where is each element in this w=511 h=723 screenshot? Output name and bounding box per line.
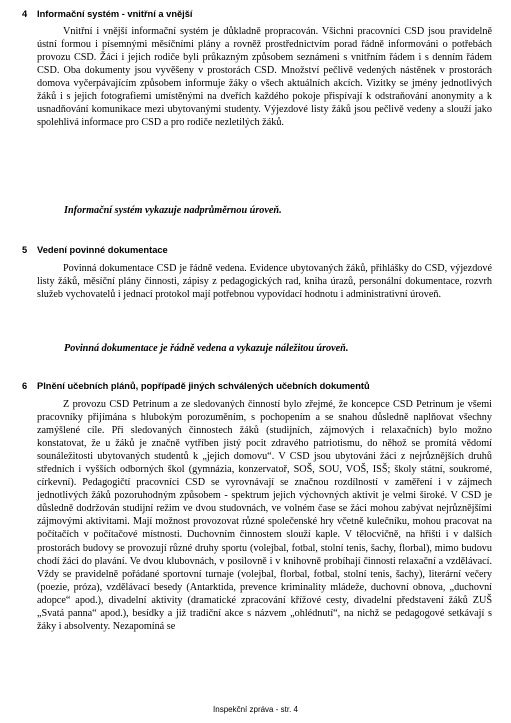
section-5-heading xyxy=(22,244,492,256)
section-6-heading xyxy=(22,380,492,392)
section-4 xyxy=(22,8,492,129)
section-6-paragraph: Z provozu CSD Petrinum a ze sledovaných činností bylo zřejmé, že koncepce CSD Petrinum je všemi pracovníky přijímána s hlubokým porozuměním, s pochopením a se snahou důsledně naplňovat všechny zamýšlené cíle. Při sledovaných činnostech žáků (studijních, zájmových i relaxačních) bylo možno konstatovat, že u žáků je značně vytříben jistý pocit zdravého patriotismu, do něhož se promítá vědomí sounáležitosti ubytovaných studentů k „jejich domovu“. V CSD jsou ubytováni žáci z nejrůznějších druhů středních i vyšších odborných škol (gymnázia, konzervatoř, SOŠ, SOU, VOŠ, ISŠ; školy státní, soukromé, církevní). Pedagogičtí pracovníci CSD se vyrovnávají se značnou rozdílností v zaměření i v zájmech jednotlivých žáků pozoruhodným způsobem - spektrum jejich výchovných aktivit je velmi široké. V CSD je důsledně dodržován studijní režim ve dvou studovnách, ve volném čase se žáci mohou zabývat nejrůznějšími zájmovými aktivitami. Mají možnost provozovat různé společenské hry včetně kulečníku, mohou pracovat na počítačích v počítačové místnosti. Duchovním činnostem slouží kaple. V tělocvičně, na hřišti i v dalších prostorách budovy se provozují různé druhy sportu (volejbal, fotbal, stolní tenis, šachy, florbal), mimo budovu chodí žáci do plavání. Ve dvou klubovnách, v posilovně i v knihovně probíhají činnosti relaxační a vzdělávací. Vždy se pravidelně pořádané sportovní turnaje (volejbal, florbal, fotbal, stolní tenis, šachy), literární večery (poezie, próza), vzdělávací besedy (Antarktida, prevence kriminality mládeže, duchovní obnova, „duchovní adopce“ apod.), divadelní aktivity (dramatické zpracování křížové cesty, divadelní představení žáků ZUŠ „Svatá panna“ apod.), besídky a již tradiční akce s názvem „ohlédnutí“, na nichž se pedagogové setkávají s žáky i absolventy. Nezapomíná se xyxy=(37,399,492,632)
section-5-paragraph: Povinná dokumentace CSD je řádně vedena. Evidence ubytovaných žáků, přihlášky do CSD, výjezdové listy žáků, měsíční plány činnosti, zápisy z pedagogických rad, kniha úrazů, personální dokumentace, rozvrh služeb vychovatelů i jednací protokol mají potřebnou vypovídací hodnotu i administrativní úroveň. xyxy=(37,263,492,301)
section-6-number: 6 xyxy=(22,381,28,391)
section-5-verdict: Povinná dokumentace je řádně vedena a vykazuje náležitou úroveň. xyxy=(64,343,349,354)
section-6 xyxy=(22,380,492,633)
section-5-title: Vedení povinné dokumentace xyxy=(37,245,168,255)
section-4-paragraph: Vnitřní i vnější informační systém je důkladně propracován. Všichni pracovníci CSD jsou pravidelně ústní formou i písemnými měsíčními plány a rovněž prostřednictvím porad řádně informováni o potřebách provozu CSD. Žáci i jejich rodiče byli průkazným způsobem seznámeni s vnitřním řádem i s denním řádem CSD. Oba dokumenty jsou vyvěšeny v prostorách CSD. Množství pečlivě vedených nástěnek v prostorách domova vyčerpávajícím způsobem informuje žáky o všech aktuálních akcích. Vizitky se jmény jednotlivých žáků i s jejich fotografiemi umístěnými na dveřích každého pokoje přispívají k odstraňování anonymity a k usnadňování komunikace mezi ubytovanými studenty. Výjezdové listy žáků jsou pečlivě vedeny a slouží jako spolehlivá informace pro CSD a pro rodiče nezletilých žáků. xyxy=(37,26,492,129)
page-footer: Inspekční zpráva - str. 4 xyxy=(213,705,298,714)
section-4-number: 4 xyxy=(22,9,28,19)
section-5 xyxy=(22,244,492,301)
section-4-verdict: Informační systém vykazuje nadprůměrnou úroveň. xyxy=(64,205,282,216)
section-4-title: Informační systém - vnitřní a vnější xyxy=(37,9,193,19)
section-4-heading xyxy=(22,8,492,20)
section-6-title: Plnění učebních plánů, popřípadě jiných schválených učebních dokumentů xyxy=(37,381,370,391)
section-5-number: 5 xyxy=(22,245,28,255)
